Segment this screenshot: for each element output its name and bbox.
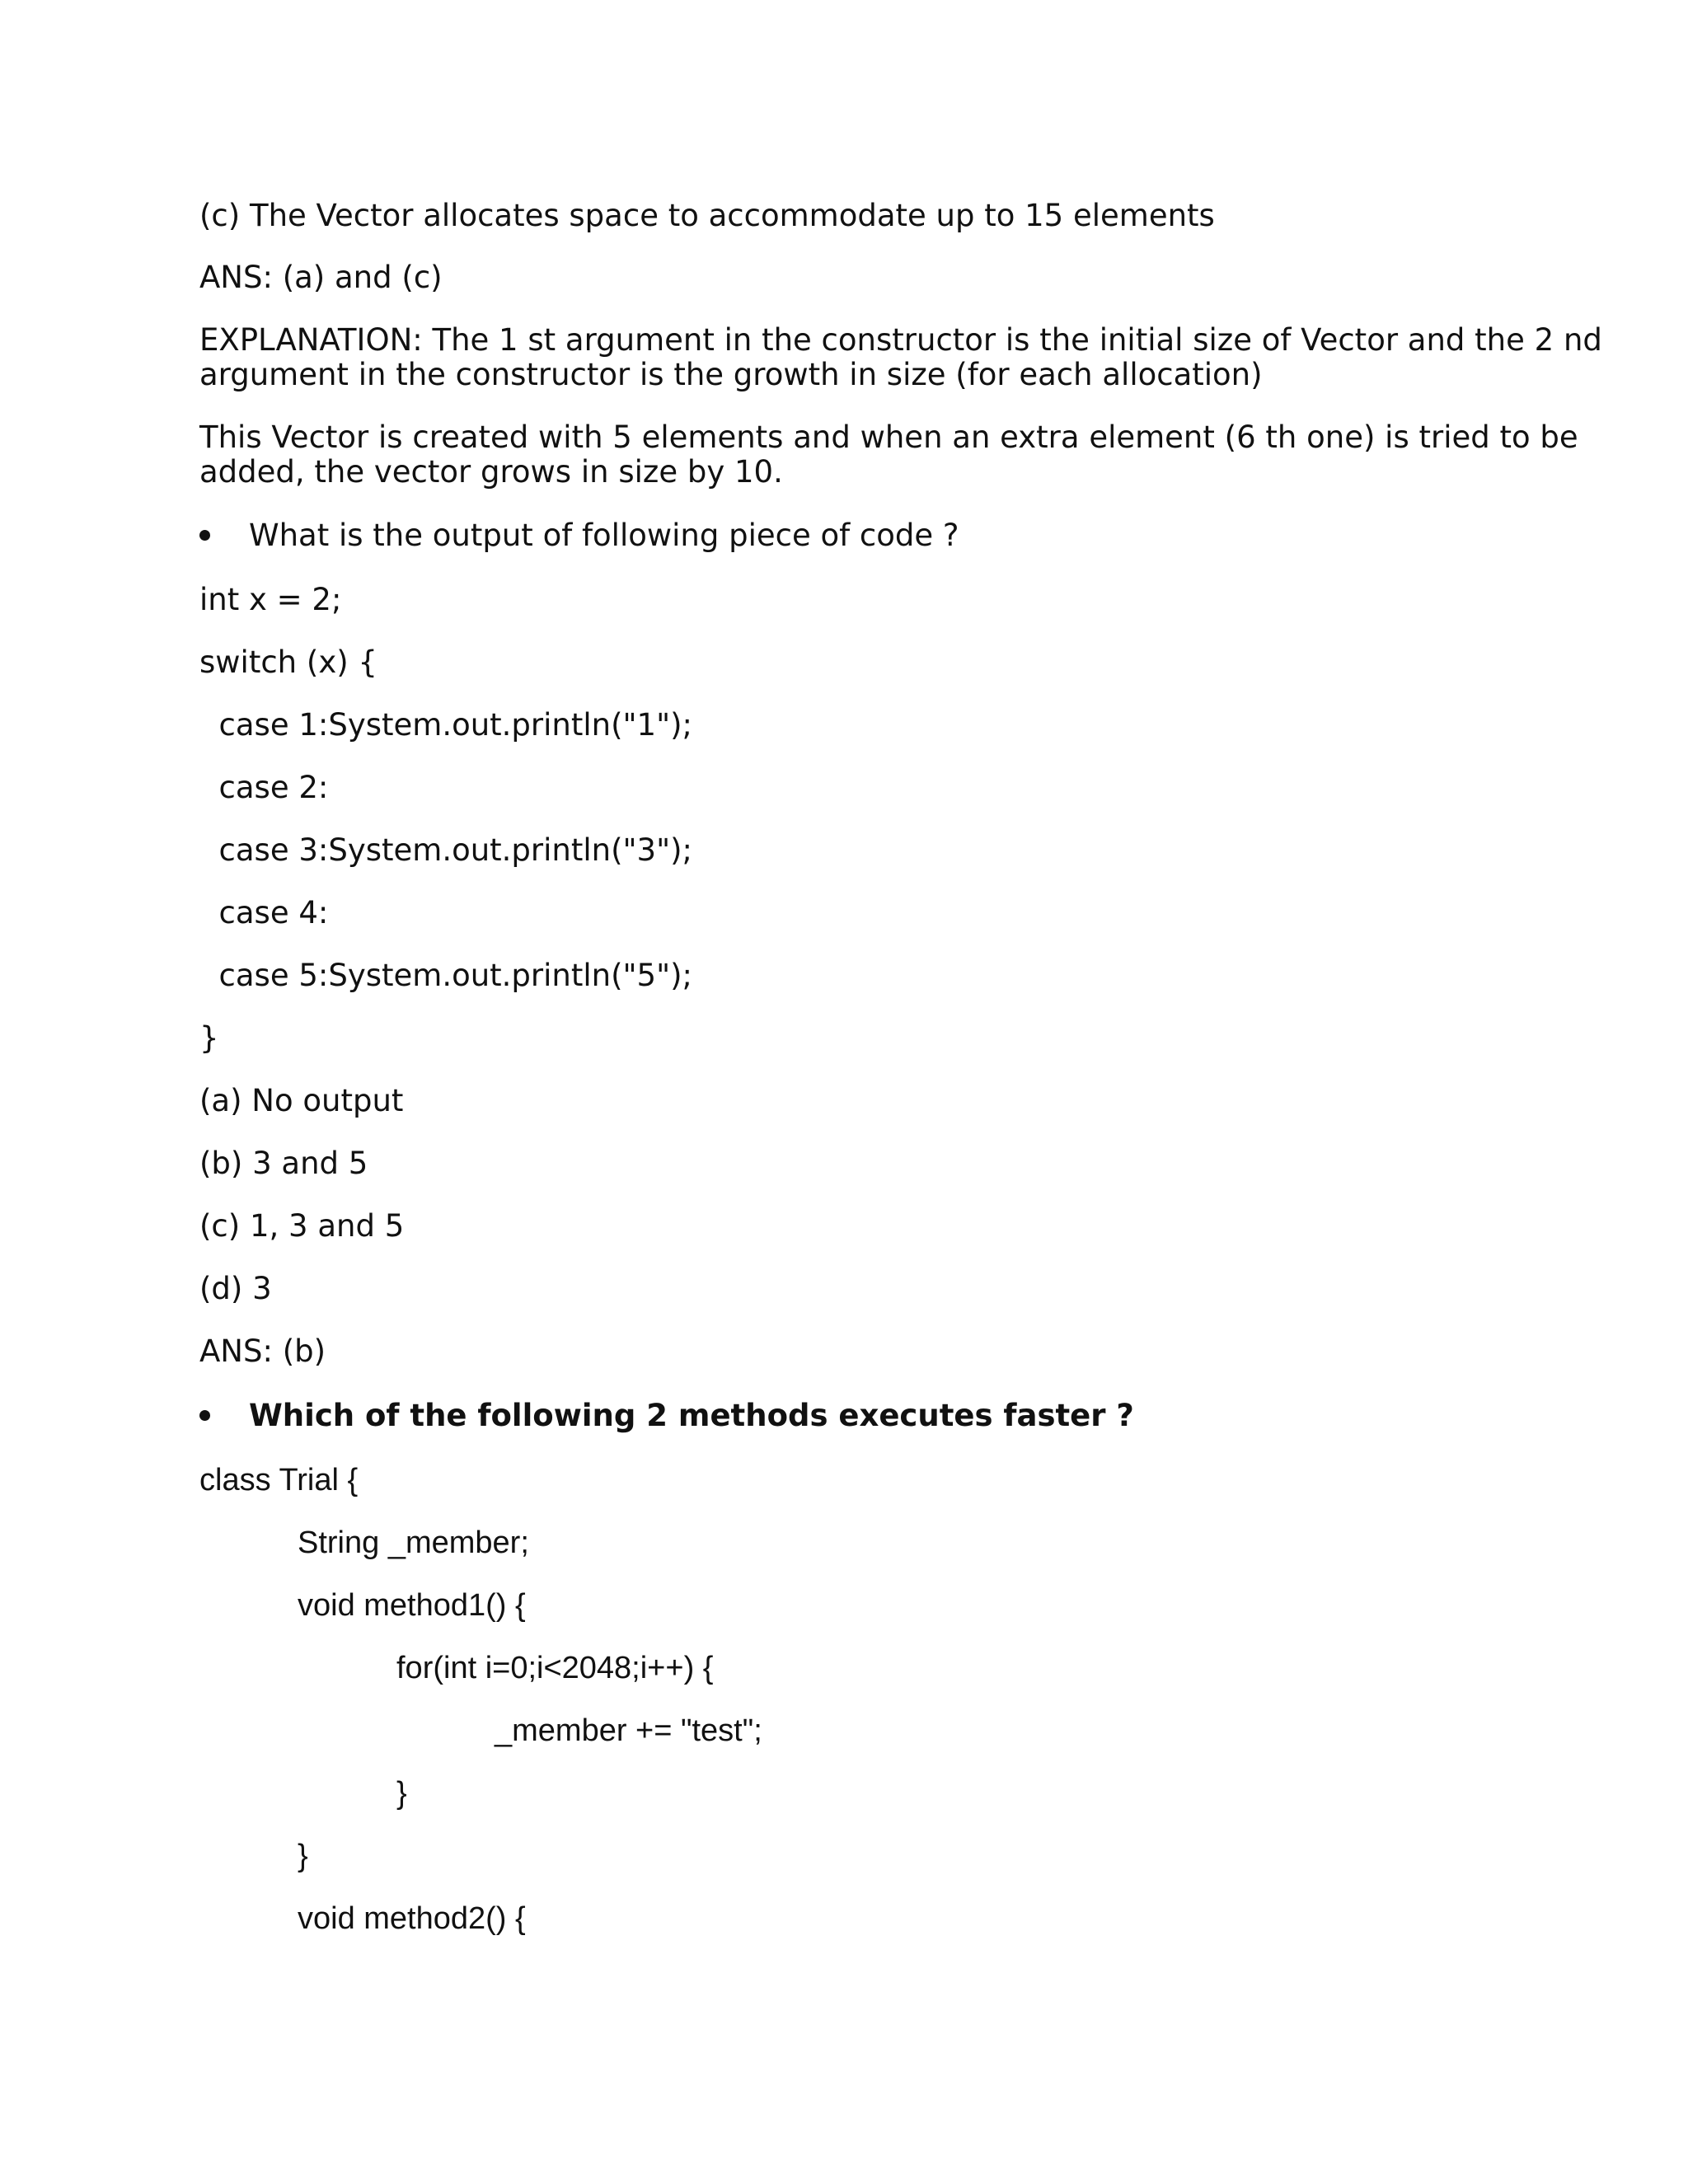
code-line: } bbox=[396, 1776, 407, 1811]
code-line: class Trial { bbox=[199, 1463, 359, 1497]
code-line: } bbox=[199, 1020, 219, 1056]
answer-text: ANS: (b) bbox=[199, 1333, 326, 1369]
question-1-prompt: What is the output of following piece of code ? bbox=[249, 518, 959, 553]
code-line: _member += "test"; bbox=[495, 1713, 762, 1748]
code-line: case 2: bbox=[199, 770, 329, 805]
option-c-text: (c) The Vector allocates space to accommodate up to 15 elements bbox=[199, 198, 1215, 233]
option-text: (d) 3 bbox=[199, 1271, 272, 1306]
answer-text: ANS: (a) and (c) bbox=[199, 260, 443, 295]
option-text: (a) No output bbox=[199, 1083, 404, 1118]
option-text: (c) 1, 3 and 5 bbox=[199, 1208, 405, 1244]
option-text: (b) 3 and 5 bbox=[199, 1146, 368, 1181]
bullet-icon bbox=[199, 1410, 210, 1421]
code-line: case 5:System.out.println("5"); bbox=[199, 958, 693, 993]
code-line: void method2() { bbox=[298, 1901, 526, 1936]
question-2-prompt: Which of the following 2 methods executes faster ? bbox=[249, 1398, 1134, 1433]
explanation-line-2: argument in the constructor is the growth in size (for each allocation) bbox=[199, 357, 1263, 392]
code-line: switch (x) { bbox=[199, 644, 377, 680]
bullet-icon bbox=[199, 530, 210, 541]
code-line: for(int i=0;i<2048;i++) { bbox=[396, 1651, 714, 1685]
code-line: case 4: bbox=[199, 895, 329, 930]
explanation-line-1: EXPLANATION: The 1 st argument in the constructor is the initial size of Vector and the 2 nd bbox=[199, 322, 1602, 358]
code-line: case 3:System.out.println("3"); bbox=[199, 832, 693, 868]
code-line: case 1:System.out.println("1"); bbox=[199, 707, 693, 743]
code-line: void method1() { bbox=[298, 1588, 526, 1623]
code-line: } bbox=[298, 1839, 308, 1873]
detail-line-2: added, the vector grows in size by 10. bbox=[199, 454, 783, 490]
detail-line-1: This Vector is created with 5 elements and when an extra element (6 th one) is tried to be bbox=[199, 419, 1578, 455]
code-line: int x = 2; bbox=[199, 582, 342, 617]
code-line: String _member; bbox=[298, 1526, 529, 1560]
